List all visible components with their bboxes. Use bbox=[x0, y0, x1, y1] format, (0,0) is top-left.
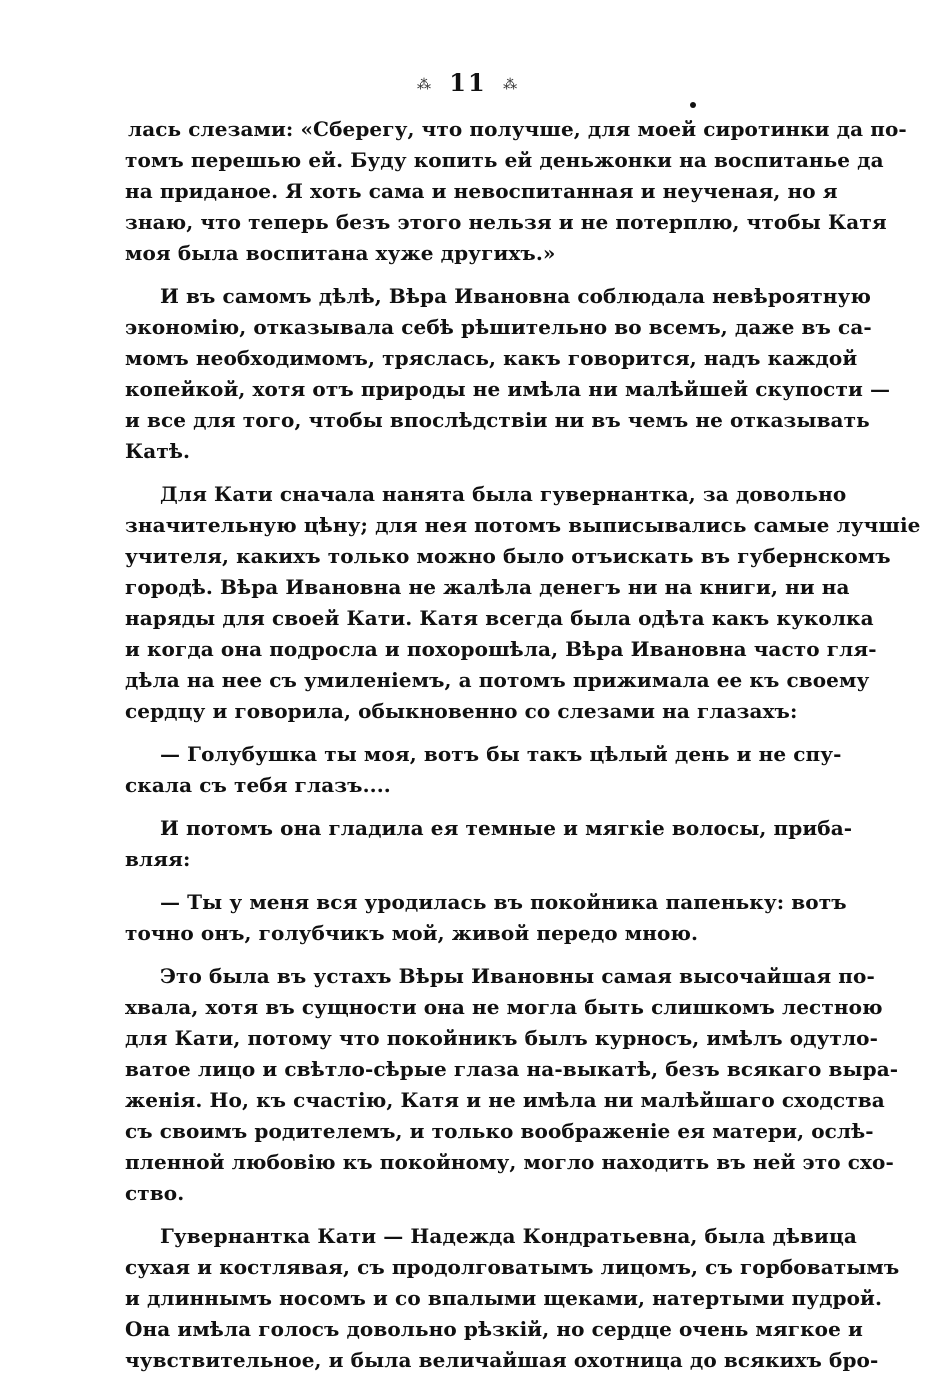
text-line: И въ самомъ дѣлѣ, Вѣра Ивановна соблюдала невѣроятную bbox=[160, 284, 871, 308]
paragraph bbox=[0, 1221, 936, 1376]
text-line: И потомъ она гладила ея темные и мягкіе волосы, приба- bbox=[160, 816, 853, 840]
header-ornament-right-icon: ⁂ bbox=[503, 76, 520, 93]
paragraph bbox=[0, 479, 936, 727]
text-line: лась слезами: «Сберегу, что получше, для моей сиротинки да по- bbox=[128, 117, 907, 141]
text-line: учителя, какихъ только можно было отъискать въ губернскомъ bbox=[125, 544, 891, 568]
text-line: наряды для своей Кати. Катя всегда была одѣта какъ куколка bbox=[125, 606, 874, 630]
text-line: городѣ. Вѣра Ивановна не жалѣла денегъ ни на книги, ни на bbox=[125, 575, 850, 599]
text-line: и все для того, чтобы впослѣдствіи ни въ чемъ не отказывать bbox=[125, 408, 870, 432]
text-line: Она имѣла голосъ довольно рѣзкій, но сердце очень мягкое и bbox=[125, 1317, 863, 1341]
text-line: хвала, хотя въ сущности она не могла быть слишкомъ лестною bbox=[125, 995, 883, 1019]
text-line: экономію, отказывала себѣ рѣшительно во всемъ, даже въ са- bbox=[125, 315, 872, 339]
text-line: — Голубушка ты моя, вотъ бы такъ цѣлый день и не спу- bbox=[160, 742, 842, 766]
text-line: пленной любовію къ покойному, могло находить въ ней это схо- bbox=[125, 1150, 894, 1174]
paragraph bbox=[0, 281, 936, 467]
text-line: чувствительное, и была величайшая охотница до всякихъ бро- bbox=[125, 1348, 879, 1372]
text-line: скала съ тебя глазъ.... bbox=[125, 773, 391, 797]
text-line: и когда она подросла и похорошѣла, Вѣра Ивановна часто гля- bbox=[125, 637, 877, 661]
text-line: момъ необходимомъ, тряслась, какъ говорится, надъ каждой bbox=[125, 346, 858, 370]
text-line: ватое лицо и свѣтло-сѣрые глаза на-выкатѣ, безъ всякаго выра- bbox=[125, 1057, 899, 1081]
text-line: съ своимъ родителемъ, и только воображеніе ея матери, ослѣ- bbox=[125, 1119, 874, 1143]
text-line: знаю, что теперь безъ этого нельзя и не потерплю, чтобы Катя bbox=[125, 210, 887, 234]
text-line: на приданое. Я хоть сама и невоспитанная и неученая, но я bbox=[125, 179, 838, 203]
text-line: Гувернантка Кати — Надежда Кондратьевна, была дѣвица bbox=[160, 1224, 857, 1248]
text-line: женія. Но, къ счастію, Катя и не имѣла ни малѣйшаго сходства bbox=[125, 1088, 885, 1112]
text-line: Для Кати сначала нанята была гувернантка, за довольно bbox=[160, 482, 847, 506]
text-line: Это была въ устахъ Вѣры Ивановны самая высочайшая по- bbox=[160, 964, 875, 988]
paragraph bbox=[0, 813, 936, 875]
page-header bbox=[0, 68, 936, 100]
paragraph bbox=[0, 739, 936, 801]
text-line: сердцу и говорила, обыкновенно со слезами на глазахъ: bbox=[125, 699, 798, 723]
text-line: точно онъ, голубчикъ мой, живой передо мною. bbox=[125, 921, 699, 945]
body-text bbox=[0, 114, 936, 1388]
paragraph bbox=[0, 887, 936, 949]
text-line: томъ перешью ей. Буду копить ей деньжонки на воспитанье да bbox=[125, 148, 884, 172]
text-line: Катѣ. bbox=[125, 439, 191, 463]
text-line: вляя: bbox=[125, 847, 191, 871]
text-line: сухая и костлявая, съ продолговатымъ лицомъ, съ горбоватымъ bbox=[125, 1255, 900, 1279]
text-line: — Ты у меня вся уродилась въ покойника папеньку: вотъ bbox=[160, 890, 847, 914]
text-line: ство. bbox=[125, 1181, 185, 1205]
text-line: копейкой, хотя отъ природы не имѣла ни малѣйшей скупости — bbox=[125, 377, 891, 401]
text-line: значительную цѣну; для нея потомъ выписывались самые лучшіе bbox=[125, 513, 921, 537]
paragraph bbox=[0, 961, 936, 1209]
text-line: для Кати, потому что покойникъ былъ курносъ, имѣлъ одутло- bbox=[125, 1026, 879, 1050]
text-line: дѣла на нее съ умиленіемъ, а потомъ прижимала ее къ своему bbox=[125, 668, 870, 692]
text-line: и длиннымъ носомъ и со впалыми щеками, натертыми пудрой. bbox=[125, 1286, 883, 1310]
paragraph bbox=[0, 114, 936, 269]
header-ornament-left-icon: ⁂ bbox=[416, 76, 433, 93]
ink-dot bbox=[690, 102, 696, 108]
page-number: 11 bbox=[449, 68, 487, 97]
text-line: моя была воспитана хуже другихъ.» bbox=[125, 241, 556, 265]
